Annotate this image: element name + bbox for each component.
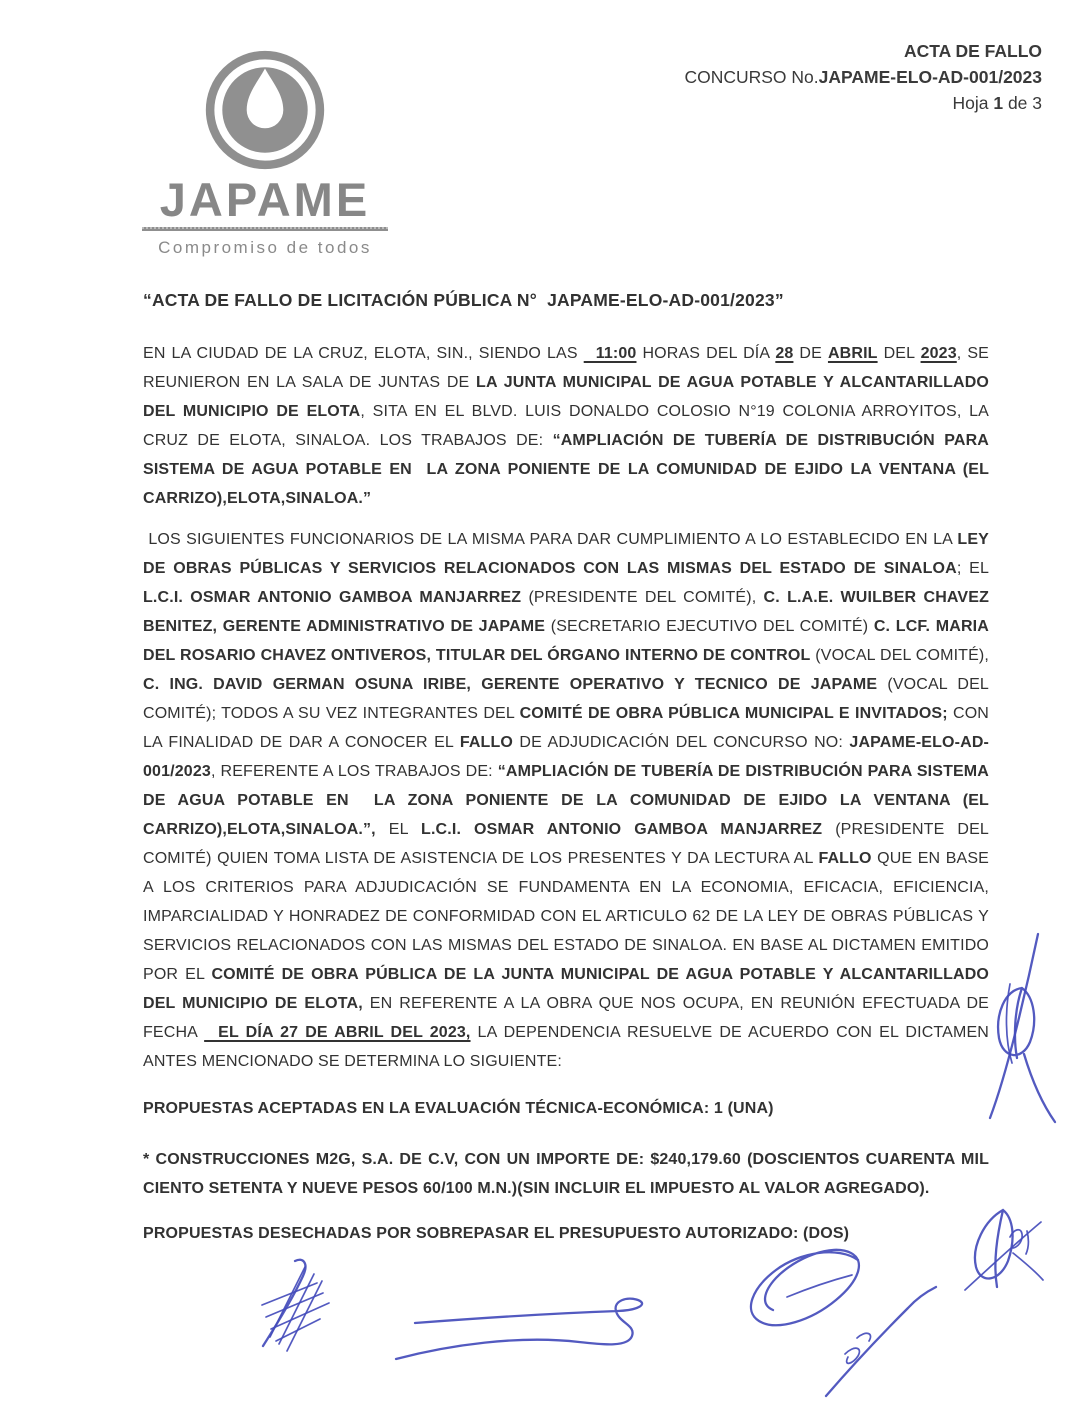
hoja-label: Hoja: [952, 93, 989, 113]
heading-propuestas-aceptadas: PROPUESTAS ACEPTADAS EN LA EVALUACIÓN TÉCNICA-ECONÓMICA: 1 (UNA): [143, 1100, 774, 1117]
document-body: [143, 286, 989, 1248]
hoja-total: de 3: [1007, 93, 1042, 113]
paragraph-funcionarios: LOS SIGUIENTES FUNCIONARIOS DE LA MISMA PARA DAR CUMPLIMIENTO A LO ESTABLECIDO EN LA LEY DE OBRAS PÚBLICAS Y SERVICIOS RELACIONADOS CON LAS MISMAS DEL ESTADO DE SINALOA; EL L.C.I. OSMAR ANTONIO GAMBOA MANJARREZ (PRESIDENTE DEL COMITÉ), C. L.A.E. WUILBER CHAVEZ BENITEZ, GERENTE ADMINISTRATIVO DE JAPAME (SECRETARIO EJECUTIVO DEL COMITÉ) C. LCF. MARIA DEL ROSARIO CHAVEZ ONTIVEROS, TITULAR DEL ÓRGANO INTERNO DE CONTROL (VOCAL DEL COMITÉ), C. ING. DAVID GERMAN OSUNA IRIBE, GERENTE OPERATIVO Y TECNICO DE JAPAME (VOCAL DEL COMITÉ); TODOS A SU VEZ INTEGRANTES DEL COMITÉ DE OBRA PÚBLICA MUNICIPAL E INVITADOS; CON LA FINALIDAD DE DAR A CONOCER EL FALLO DE ADJUDICACIÓN DEL CONCURSO NO: JAPAME-ELO-AD-001/2023, REFERENTE A LOS TRABAJOS DE: “AMPLIACIÓN DE TUBERÍA DE DISTRIBUCIÓN PARA SISTEMA DE AGUA POTABLE EN LA ZONA PONIENTE DE LA COMUNIDAD DE EJIDO LA VENTANA (EL CARRIZO),ELOTA,SINALOA.”, EL L.C.I. OSMAR ANTONIO GAMBOA MANJARREZ (PRESIDENTE DEL COMITÉ) QUIEN TOMA LISTA DE ASISTENCIA DE LOS PRESENTES Y DA LECTURA AL FALLO QUE EN BASE A LOS CRITERIOS PARA ADJUDICACIÓN SE FUNDAMENTA EN LA ECONOMIA, EFICACIA, EFICIENCIA, IMPARCIALIDAD Y HONRADEZ DE CONFORMIDAD CON EL ARTICULO 62 DE LA LEY DE OBRAS PÚBLICAS Y SERVICIOS RELACIONADOS CON LAS MISMAS DEL ESTADO DE SINALOA. EN BASE AL DICTAMEN EMITIDO POR EL COMITÉ DE OBRA PÚBLICA DE LA JUNTA MUNICIPAL DE AGUA POTABLE Y ALCANTARILLADO DEL MUNICIPIO DE ELOTA, EN REFERENTE A LA OBRA QUE NOS OCUPA, EN REUNIÓN EFECTUADA DE FECHA EL DÍA 27 DE ABRIL DEL 2023, LA DEPENDENCIA RESUELVE DE ACUERDO CON EL DICTAMEN ANTES MENCIONADO SE DETERMINA LO SIGUIENTE:: [143, 531, 990, 1070]
paragraph-opening: EN LA CIUDAD DE LA CRUZ, ELOTA, SIN., SIENDO LAS 11:00 HORAS DEL DÍA 28 DE ABRIL DEL 2023, SE REUNIERON EN LA SALA DE JUNTAS DE LA JUNTA MUNICIPAL DE AGUA POTABLE Y ALCANTARILLADO DEL MUNICIPIO DE ELOTA, SITA EN EL BLVD. LUIS DONALDO COLOSIO N°19 COLONIA ARROYITOS, LA CRUZ DE ELOTA, SINALOA. LOS TRABAJOS DE: “AMPLIACIÓN DE TUBERÍA DE DISTRIBUCIÓN PARA SISTEMA DE AGUA POTABLE EN LA ZONA PONIENTE DE LA COMUNIDAD DE EJIDO LA VENTANA (EL CARRIZO),ELOTA,SINALOA.”: [143, 345, 989, 507]
logo-tagline: Compromiso de todos: [158, 238, 372, 257]
header-doc-type: ACTA DE FALLO: [903, 41, 1042, 61]
paragraph-constructora-ganadora: * CONSTRUCCIONES M2G, S.A. DE C.V, CON UN IMPORTE DE: $240,179.60 (DOSCIENTOS CUARENTA MIL CIENTO SETENTA Y NUEVE PESOS 60/100 M.N.)(SIN INCLUIR EL IMPUESTO AL VALOR AGREGADO).: [143, 1151, 989, 1197]
header-page-number: [684, 90, 1042, 116]
concurso-label: CONCURSO No.: [684, 67, 819, 87]
signature-right-margin: [990, 934, 1055, 1122]
signature-diagonal-stroke: [826, 1287, 936, 1396]
heading-propuestas-desechadas: PROPUESTAS DESECHADAS POR SOBREPASAR EL PRESUPUESTO AUTORIZADO: (DOS): [143, 1225, 850, 1242]
japame-logo: [140, 48, 390, 258]
signature-hatched-left: [262, 1260, 329, 1351]
signature-loop-swirl: [751, 1250, 859, 1325]
signature-horizontal-sweep: [396, 1299, 642, 1359]
logo-wordmark: JAPAME: [159, 173, 371, 226]
doc-title: “ACTA DE FALLO DE LICITACIÓN PÚBLICA N° JAPAME-ELO-AD-001/2023”: [143, 290, 784, 310]
hoja-current: 1: [993, 93, 1004, 113]
concurso-value: JAPAME-ELO-AD-001/2023: [818, 67, 1042, 87]
header-meta: [684, 38, 1042, 116]
water-drop-icon: [204, 48, 326, 172]
header-concurso-number: [684, 64, 1042, 90]
logo-divider: [142, 227, 388, 231]
